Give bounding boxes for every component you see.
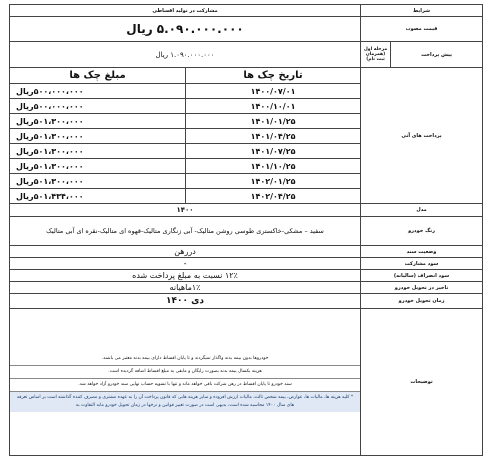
delay-value: ۱٪ماهیانه [10,282,361,294]
installment-date: ۱۴۰۱/۰۱/۲۵ [186,114,361,129]
installment-amount: ۵۰۱،۳۰۰،۰۰۰ریال [10,144,186,159]
first-stage-value: ۱.۰۹۰.۰۰۰.۰۰۰ ریال [10,42,361,68]
installment-amount: ۵۰۱،۳۰۰،۰۰۰ریال [10,114,186,129]
partnership-profit-label: سود مشارکت [361,258,483,270]
installments-header-date: تاریخ چک ها [186,68,361,84]
sales-conditions-table [9,4,483,456]
installment-date: ۱۴۰۱/۰۴/۲۵ [186,129,361,144]
delivery-value: دی ۱۴۰۰ [10,294,361,309]
installment-amount: ۵۰۱،۴۳۴،۰۰۰ریال [10,189,186,204]
header-title: مشارکت در تولید اقساطی [10,5,361,17]
approved-price-label: قیمت مصوب [361,17,483,42]
installment-date: ۱۴۰۰/۱۰/۰۱ [186,99,361,114]
installment-amount: ۵۰۱،۳۰۰،۰۰۰ریال [10,129,186,144]
note-item: سند خودرو تا پایان اقساط در رهن شرکت باقی خواهد ماند و تنها با تسویه حساب نهایی سند خودرو آزاد خواهد شد. [10,379,360,392]
annual-profit-label: سود انصراف (سالیانه) [361,270,483,282]
note-item: هزینه یکسال بیمه بدنه بصورت رایگان و مابقی به مبلغ اقساط اضافه گردیده است. [10,366,360,379]
installments-header-amount: مبلغ چک ها [10,68,186,84]
color-value: سفید – مشکی-خاکستری طوسی روشن متالیک- آبی زنگاری متالیک-قهوه ای متالیک-نقره ای آبی متالیک [10,217,361,246]
model-value: ۱۴۰۰ [10,204,361,217]
installment-date: ۱۴۰۱/۱۰/۲۵ [186,159,361,174]
doc-status-label: وضعیت سند [361,246,483,258]
color-label: رنگ خودرو [361,217,483,246]
first-stage-label: مرحله اول (همزمان ثبت نام) [361,42,391,68]
partnership-profit-value: - [10,258,361,270]
installment-date: ۱۴۰۱/۰۷/۲۵ [186,144,361,159]
delay-label: تاخیر در تحویل خودرو [361,282,483,294]
installments-label: پرداخت های آتی [361,68,483,204]
installment-amount: ۵۰۱،۳۰۰،۰۰۰ریال [10,174,186,189]
prepayment-label: پیش پرداخت [391,42,483,68]
delivery-label: زمان تحویل خودرو [361,294,483,309]
notes-label: توضیحات [361,309,483,456]
model-label: مدل [361,204,483,217]
doc-status-value: دررهن [10,246,361,258]
installment-date: ۱۴۰۲/۰۴/۲۵ [186,189,361,204]
note-item: خودروها بدون بیمه بدنه واگذار نمیگردند و تا پایان اقساط دارای بیمه بدنه معتبر می باشند. [10,353,360,366]
installment-amount: ۵۰۰،۰۰۰،۰۰۰ریال [10,84,186,99]
notes-block [10,309,361,456]
note-item: * کلیه هزینه ها، مالیات ها، عوارض، بیمه شخص ثالث، مالیات ارزش افزوده و سایر هزینه هایی که قانون پرداخت آن را به عهده مشتری و مصرف کننده گذاشته است بر اساس تعرفه های سال ۱۴۰۰ محاسبه شده است، بدیهی است در صورت تغییر قوانین و نرخها در زمان تحویل خودرو مابه التفاوت به [10,392,360,412]
header-conditions: شرایط [361,5,483,17]
installment-date: ۱۴۰۲/۰۱/۲۵ [186,174,361,189]
installment-date: ۱۴۰۰/۰۷/۰۱ [186,84,361,99]
approved-price-value: ۵.۰۹۰.۰۰۰.۰۰۰ ریال [10,17,361,42]
installment-amount: ۵۰۰،۰۰۰،۰۰۰ریال [10,99,186,114]
annual-profit-value: ۱۲٪ نسبت به مبلغ پرداخت شده [10,270,361,282]
installment-amount: ۵۰۱،۳۰۰،۰۰۰ریال [10,159,186,174]
